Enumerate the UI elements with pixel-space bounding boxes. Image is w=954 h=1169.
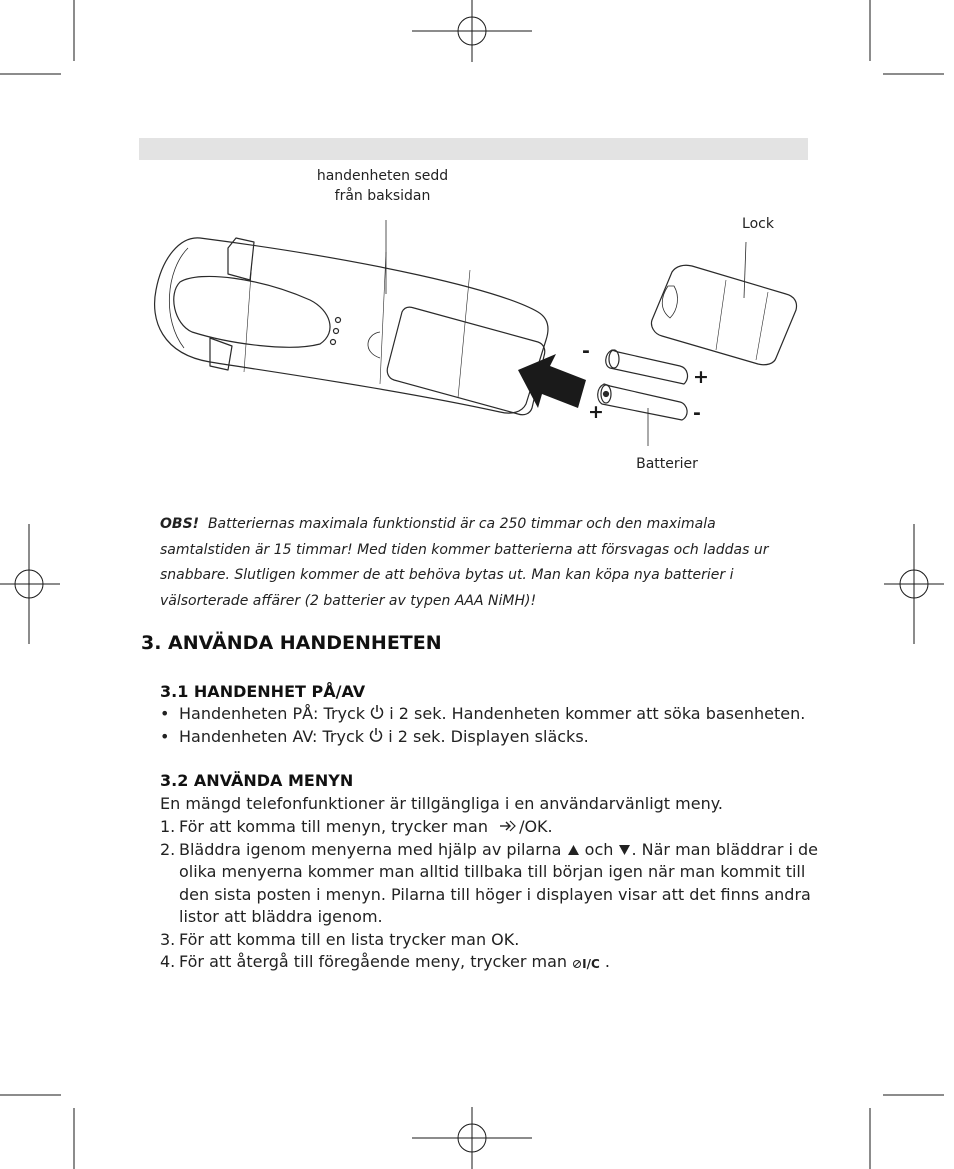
arrow-down-icon bbox=[618, 844, 631, 856]
list-item: • Handenheten AV: Tryck i 2 sek. Displayen släcks. bbox=[160, 726, 820, 749]
battery-bottom bbox=[598, 384, 687, 420]
list-item: 3. För att komma till en lista trycker man OK. bbox=[160, 929, 520, 949]
subsection-title-power: 3.1 HANDENHET PÅ/AV bbox=[160, 682, 366, 701]
battery-compartment bbox=[387, 307, 545, 415]
menu-steps bbox=[160, 816, 820, 976]
note-prefix: OBS! bbox=[160, 516, 200, 532]
list-item: 1. För att komma till menyn, trycker man /OK. bbox=[160, 817, 553, 836]
bullet: • bbox=[160, 704, 170, 723]
list-item: • Handenheten PÅ: Tryck i 2 sek. Handenheten kommer att söka basenheten. bbox=[160, 703, 820, 726]
battery-illustration bbox=[140, 220, 820, 460]
list-item: 2. Bläddra igenom menyerna med hjälp av pilarna och . När man bläddrar i de olika menyerna kommer man alltid tillbaka till början igen när man kommit till den sista posten i menyn. Pilarna till höger i displayen visar att det finns andra listor att bläddra igenom. bbox=[160, 839, 819, 926]
list-item: 4. För att återgå till föregående meny, trycker man I/C . bbox=[160, 951, 820, 976]
sign-minus-top: - bbox=[582, 340, 590, 362]
note-text: Batteriernas maximala funktionstid är ca 250 timmar och den maximala samtalstiden är 15 timmar! Med tiden kommer batterierna att försvagas och laddas ur snabbare. Slutligen kommer de att behöva bytas ut. Man kan köpa nya batterier i välsorterade affärer (2 batterier av typen AAA NiMH)! bbox=[160, 516, 769, 609]
sign-plus-top: + bbox=[693, 366, 709, 388]
power-icon bbox=[370, 704, 384, 720]
subsection-title-menu: 3.2 ANVÄNDA MENYN bbox=[160, 771, 354, 790]
handset-body bbox=[155, 238, 548, 413]
mute-clear-key-icon: I/C bbox=[572, 952, 600, 976]
section-title: 3. ANVÄNDA HANDENHETEN bbox=[141, 632, 442, 654]
arrow-up-icon bbox=[567, 844, 580, 856]
label-lid: Lock bbox=[742, 216, 774, 232]
label-back-view: handenheten sedd från baksidan bbox=[316, 168, 449, 204]
label-batteries: Batterier bbox=[636, 456, 698, 472]
insert-arrow bbox=[518, 354, 586, 408]
power-icon bbox=[369, 727, 383, 743]
belt-clip bbox=[174, 276, 330, 347]
battery-note bbox=[160, 512, 810, 614]
power-list bbox=[160, 703, 820, 748]
battery-lid bbox=[651, 265, 796, 365]
menu-intro: En mängd telefonfunktioner är tillgängliga i en användarvänligt meny. bbox=[160, 794, 724, 813]
bullet: • bbox=[160, 726, 170, 746]
sign-plus-bottom: + bbox=[588, 401, 604, 423]
header-bar bbox=[139, 138, 808, 160]
menu-key-icon bbox=[499, 819, 519, 833]
sign-minus-bottom: - bbox=[693, 402, 701, 424]
